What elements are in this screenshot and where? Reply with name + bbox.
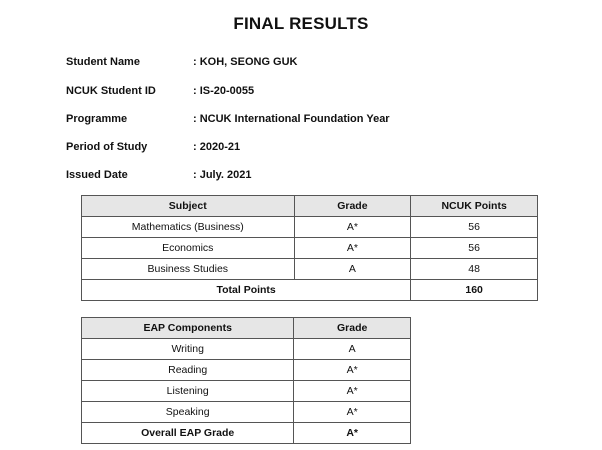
table-row: [82, 238, 538, 259]
component-cell: Speaking: [82, 402, 294, 423]
subject-cell: Economics: [82, 238, 295, 259]
grade-cell: A*: [294, 402, 411, 423]
column-header: Grade: [294, 318, 411, 339]
grade-cell: A*: [294, 217, 411, 238]
table-row: [82, 381, 411, 402]
points-cell: 56: [411, 238, 538, 259]
info-label: Programme: [66, 113, 128, 125]
component-cell: Reading: [82, 360, 294, 381]
info-label: Period of Study: [66, 141, 148, 153]
points-cell: 56: [411, 217, 538, 238]
column-header: Subject: [82, 196, 295, 217]
component-cell: Writing: [82, 339, 294, 360]
eap-table: [81, 317, 411, 444]
overall-row: [82, 423, 411, 444]
column-header: Grade: [294, 196, 411, 217]
info-value: : 2020-21: [193, 141, 241, 153]
grade-cell: A*: [294, 238, 411, 259]
table-row: [82, 360, 411, 381]
info-label: Issued Date: [66, 169, 128, 181]
grade-cell: A*: [294, 360, 411, 381]
table-row: [82, 259, 538, 280]
total-row: [82, 280, 538, 301]
grade-cell: A: [294, 259, 411, 280]
total-label: Total Points: [82, 280, 411, 301]
overall-label: Overall EAP Grade: [82, 423, 294, 444]
info-label: NCUK Student ID: [66, 85, 156, 97]
info-label: Student Name: [66, 56, 140, 68]
total-value: 160: [411, 280, 538, 301]
info-value: : KOH, SEONG GUK: [193, 56, 298, 68]
column-header: NCUK Points: [411, 196, 538, 217]
info-value: : IS-20-0055: [193, 85, 255, 97]
column-header: EAP Components: [82, 318, 294, 339]
component-cell: Listening: [82, 381, 294, 402]
page-title: FINAL RESULTS: [233, 14, 369, 33]
results-table: [81, 195, 538, 301]
table-header-row: [82, 318, 411, 339]
table-row: [82, 339, 411, 360]
info-value: : NCUK International Foundation Year: [193, 113, 390, 125]
table-row: [82, 217, 538, 238]
grade-cell: A*: [294, 381, 411, 402]
grade-cell: A: [294, 339, 411, 360]
overall-value: A*: [294, 423, 411, 444]
subject-cell: Business Studies: [82, 259, 295, 280]
table-row: [82, 402, 411, 423]
info-value: : July. 2021: [193, 169, 252, 181]
points-cell: 48: [411, 259, 538, 280]
table-header-row: [82, 196, 538, 217]
subject-cell: Mathematics (Business): [82, 217, 295, 238]
